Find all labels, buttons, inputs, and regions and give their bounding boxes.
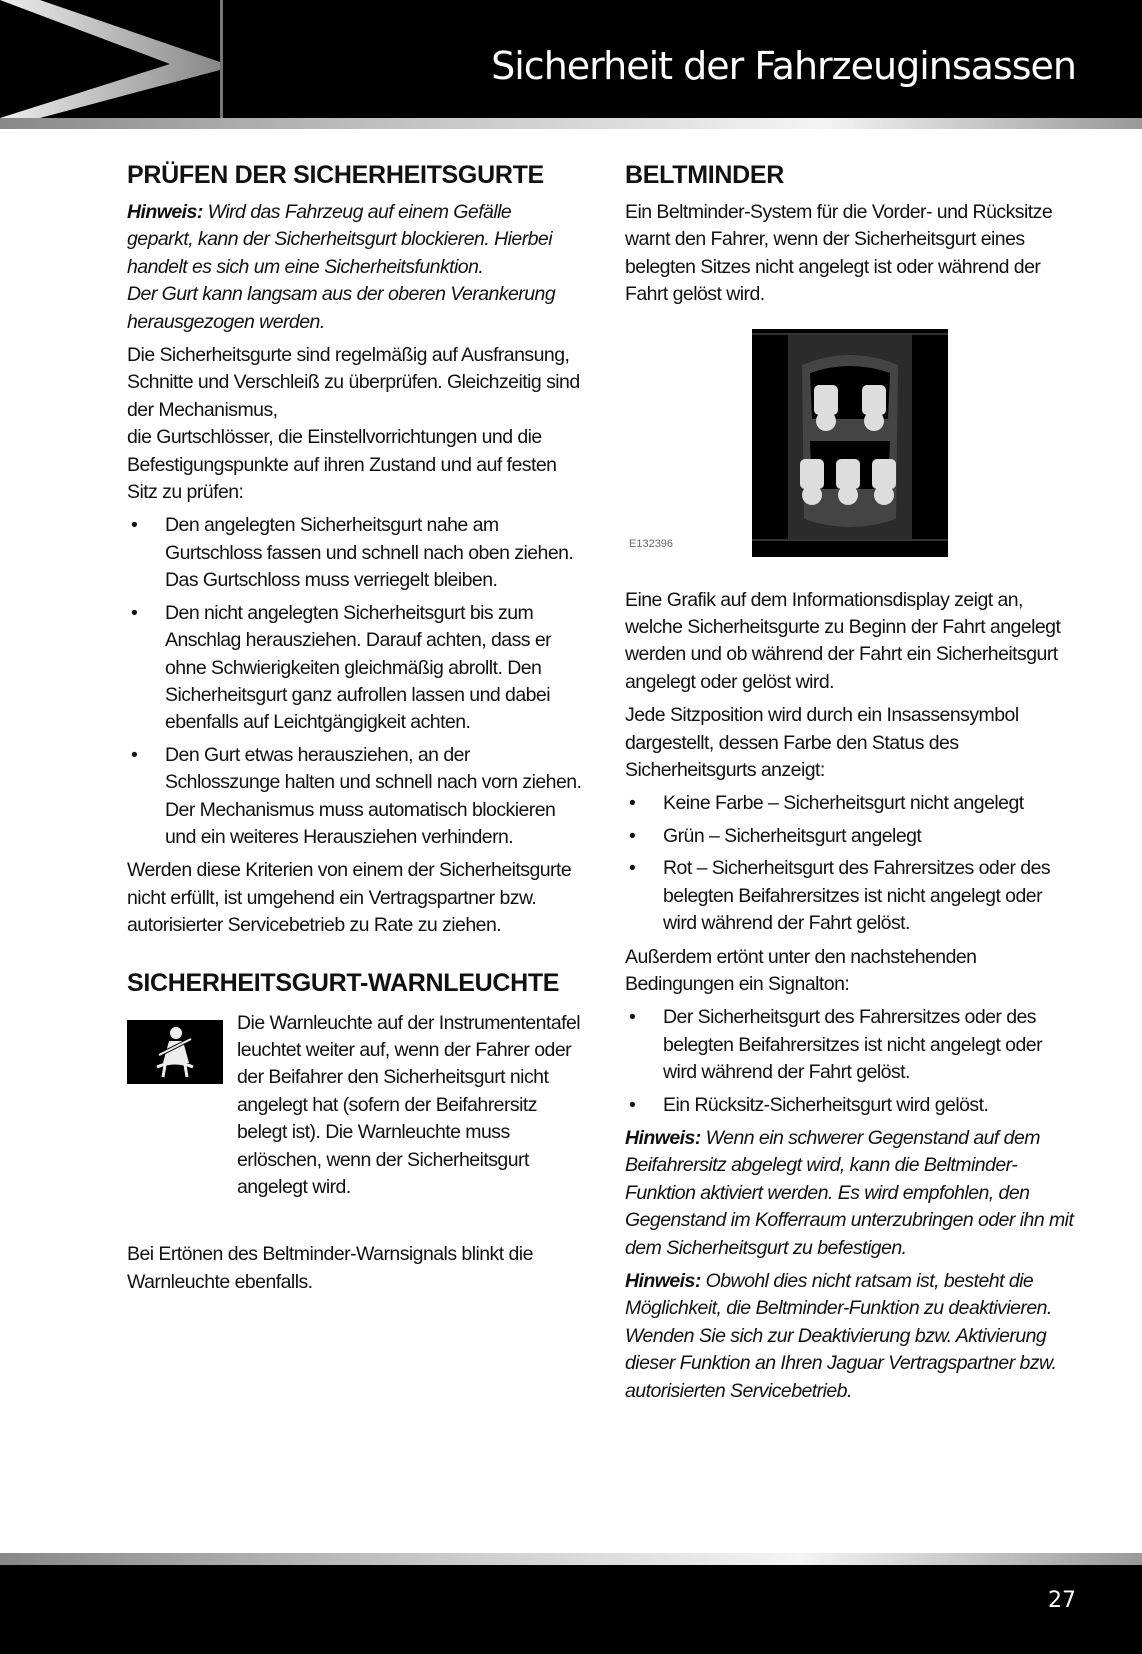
left-column [127, 160, 582, 1302]
list-item [127, 600, 582, 737]
paragraph: Werden diese Kriterien von einem der Sicherheitsgurte nicht erfüllt, ist umgehend ein Vertragspartner bzw. autorisierter Servicebetrieb zu Rate zu ziehen. [127, 859, 572, 937]
note-label: Hinweis: [625, 1269, 701, 1292]
page-footer [0, 1565, 1142, 1654]
note [625, 1268, 1080, 1405]
check-list [127, 512, 582, 851]
note [127, 199, 582, 336]
signal-list [625, 1004, 1080, 1119]
chevron-graphic-icon [0, 0, 220, 118]
list-item: • Ein Rücksitz-Sicherheitsgurt wird gelöst. [625, 1092, 1080, 1119]
beltminder-figure [625, 329, 1080, 569]
paragraph: Außerdem ertönt unter den nachstehenden Bedingungen ein Signalton: [625, 945, 977, 995]
page-title: Sicherheit der Fahrzeuginsassen [491, 44, 1076, 88]
paragraph: Jede Sitzposition wird durch ein Insassensymbol dargestellt, dessen Farbe den Status des Sicherheitsgurts anzeigt: [625, 704, 1019, 782]
seatbelt-warning-icon [127, 1020, 223, 1084]
page-header [0, 0, 1142, 118]
list-item: • Keine Farbe – Sicherheitsgurt nicht angelegt [625, 790, 1080, 817]
car-seat-occupancy-icon [752, 329, 948, 557]
paragraph-text: die Gurtschlösser, die Einstellvorrichtungen und die Befestigungspunkte auf ihren Zustand und auf festen Sitz zu prüfen: [127, 426, 557, 504]
list-item: • Den Gurt etwas herausziehen, an der Schlosszunge halten und schnell nach vorn ziehen. Der Mechanismus muss automatisch blockieren und ein weiteres Herausziehen verhindern. [127, 742, 582, 852]
note-text: Wenn ein schwerer Gegenstand auf dem Beifahrersitz abgelegt wird, kann die Beltminder-Funktion aktiviert werden. Es wird empfohlen, den Gegenstand im Kofferraum unterzubringen oder ihn mit dem Sicherheitsgurt zu befestigen. [625, 1126, 1074, 1259]
warning-light-block [127, 1010, 582, 1202]
note-label: Hinweis: [625, 1126, 701, 1149]
paragraph-text: Die Sicherheitsgurte sind regelmäßig auf Ausfransung, Schnitte und Verschleiß zu überprüfen. Gleichzeitig sind der Mechanismus, [127, 344, 580, 421]
section-heading: BELTMINDER [625, 161, 785, 189]
section-heading: PRÜFEN DER SICHERHEITSGURTE [127, 161, 544, 189]
note-text: Wird das Fahrzeug auf einem Gefälle geparkt, kann der Sicherheitsgurt blockieren. Hierbei handelt es sich um eine Sicherheitsfunktion. [127, 201, 553, 278]
note [625, 1125, 1080, 1262]
status-list [625, 790, 1080, 937]
list-item: • Den angelegten Sicherheitsgurt nahe am Gurtschloss fassen und schnell nach oben ziehen. Das Gurtschloss muss verriegelt bleiben. [127, 512, 582, 594]
footer-bar [0, 1553, 1142, 1565]
list-item-text: Den nicht angelegten Sicherheitsgurt bis zum Anschlag herausziehen. Darauf achten, dass er ohne Schwierigkeiten gleichmäßig abrollt. [165, 601, 552, 679]
paragraph: Ein Beltminder-System für die Vorder- und Rücksitze warnt den Fahrer, wenn der Sicherheitsgurt eines belegten Sitzes nicht angelegt ist oder während der Fahrt gelöst wird. [625, 201, 1053, 306]
paragraph [127, 342, 582, 506]
list-item: • Rot – Sicherheitsgurt des Fahrersitzes oder des belegten Beifahrersitzes ist nicht angelegt oder wird während der Fahrt gelöst. [625, 855, 1080, 937]
header-bar [0, 118, 1142, 129]
list-item: • Grün – Sicherheitsgurt angelegt [625, 823, 1080, 850]
right-column [625, 160, 1080, 1411]
page-number: 27 [1048, 1588, 1076, 1613]
note-text: Obwohl dies nicht ratsam ist, besteht die Möglichkeit, die Beltminder-Funktion zu deaktivieren. Wenden Sie sich zur Deaktivierung bzw. Aktivierung dieser Funktion an Ihren Jaguar Vertragspartner bzw. autorisierten Servicebetrieb. [625, 1269, 1057, 1402]
section-heading: SICHERHEITSGURT-WARNLEUCHTE [127, 968, 560, 997]
paragraph: Bei Ertönen des Beltminder-Warnsignals blinkt die Warnleuchte ebenfalls. [127, 1243, 533, 1293]
note-text: Der Gurt kann langsam aus der oberen Verankerung herausgezogen werden. [127, 283, 556, 333]
list-item-text: Den Sicherheitsgurt ganz aufrollen lassen und dabei ebenfalls auf Leichtgängigkeit achten. [165, 656, 551, 734]
figure-id: E132396 [629, 538, 674, 551]
note-label: Hinweis: [127, 201, 203, 223]
list-item: • Der Sicherheitsgurt des Fahrersitzes oder des belegten Beifahrersitzes ist nicht angelegt oder wird während der Fahrt gelöst. [625, 1004, 1080, 1086]
paragraph: Eine Grafik auf dem Informationsdisplay zeigt an, welche Sicherheitsgurte zu Beginn der Fahrt angelegt werden und ob während der Fahrt ein Sicherheitsgurt angelegt oder gelöst wird. [625, 588, 1061, 693]
warning-light-text: Die Warnleuchte auf der Instrumententafel leuchtet weiter auf, wenn der Fahrer oder der Beifahrer den Sicherheitsgurt nicht angelegt hat (sofern der Beifahrersitz belegt ist). Die Warnleuchte muss erlöschen, wenn der Sicherheitsgurt angelegt wird. [237, 1011, 581, 1198]
header-divider [220, 0, 223, 118]
